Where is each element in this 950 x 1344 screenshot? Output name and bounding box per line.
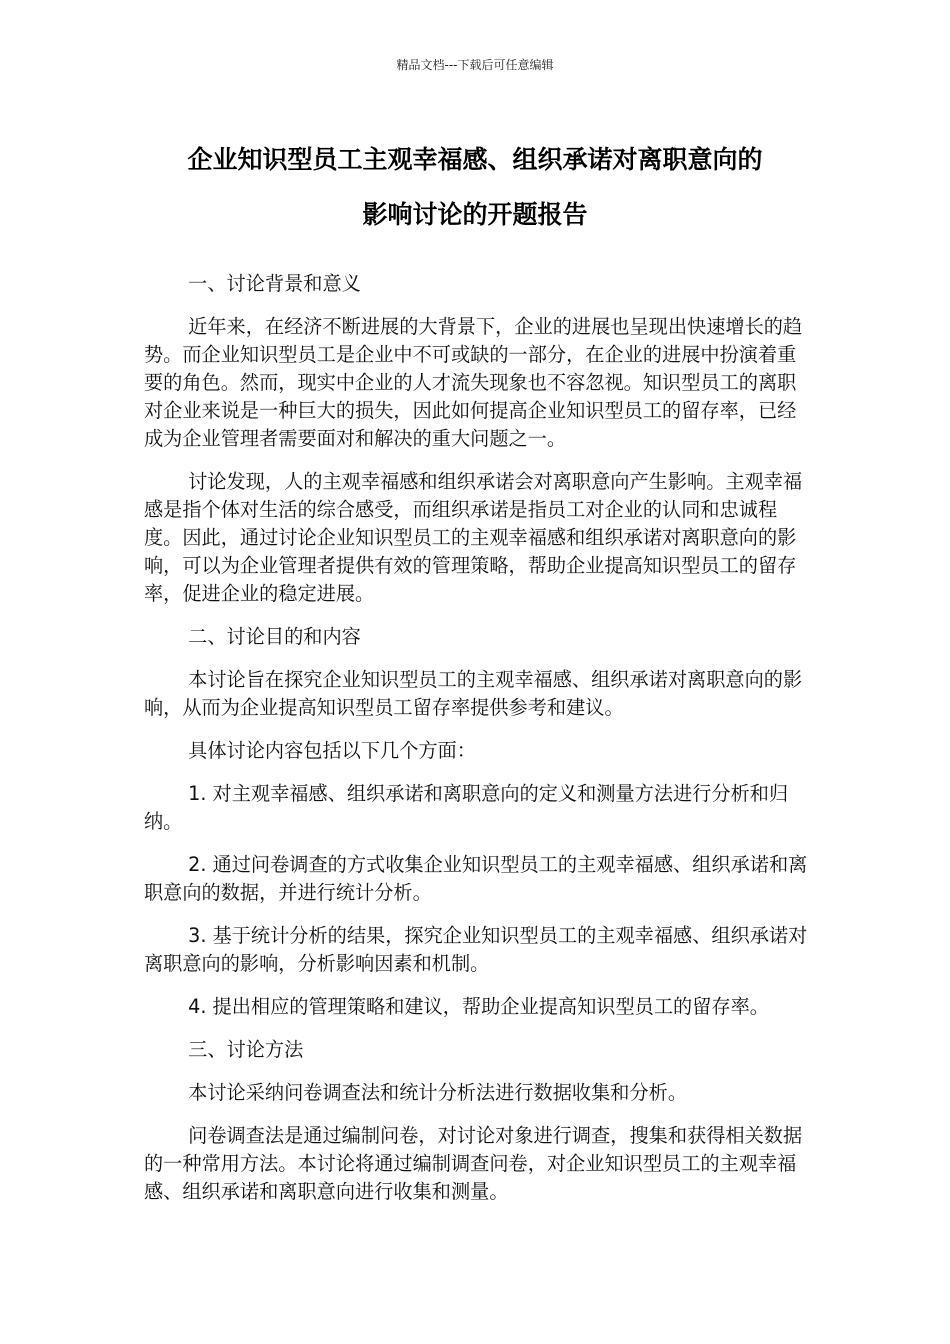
title-line-2: 影响讨论的开题报告	[362, 200, 588, 229]
list-item: 4. 提出相应的管理策略和建议，帮助企业提高知识型员工的留存率。	[188, 995, 769, 1018]
list-item: 2. 通过问卷调查的方式收集企业知识型员工的主观幸福感、组织承诺和离职意向的数据，并进行统计分析。	[144, 853, 808, 904]
title-line-1: 企业知识型员工主观幸福感、组织承诺对离职意向的	[187, 145, 763, 174]
document-body	[144, 270, 811, 1221]
paragraph: 具体讨论内容包括以下几个方面：	[188, 739, 476, 762]
paragraph: 近年来，在经济不断进展的大背景下，企业的进展也呈现出快速增长的趋势。而企业知识型员工是企业中不可或缺的一部分，在企业的进展中扮演着重要的角色。然而，现实中企业的人才流失现象也不容忽视。知识型员工的离职对企业来说是一种巨大的损失，因此如何提高企业知识型员工的留存率，已经成为企业管理者需要面对和解决的重大问题之一。	[144, 315, 803, 450]
paragraph: 问卷调查法是通过编制问卷，对讨论对象进行调查，搜集和获得相关数据的一种常用方法。本讨论将通过编制调查问卷，对企业知识型员工的主观幸福感、组织承诺和离职意向进行收集和测量。	[144, 1124, 803, 1203]
paragraph: 讨论发现，人的主观幸福感和组织承诺会对离职意向产生影响。主观幸福感是指个体对生活的综合感受，而组织承诺是指员工对企业的认同和忠诚程度。因此，通过讨论企业知识型员工的主观幸福感和组织承诺对离职意向的影响，可以为企业管理者提供有效的管理策略，帮助企业提高知识型员工的留存率，促进企业的稳定进展。	[144, 470, 803, 605]
section-heading-methods: 三、讨论方法	[188, 1038, 304, 1061]
page-header: 精品文档---下载后可任意编辑	[396, 58, 554, 72]
paragraph: 本讨论采纳问卷调查法和统计分析法进行数据收集和分析。	[188, 1081, 688, 1104]
section-heading-background: 一、讨论背景和意义	[188, 272, 361, 295]
list-item: 3. 基于统计分析的结果，探究企业知识型员工的主观幸福感、组织承诺对离职意向的影响，分析影响因素和机制。	[144, 924, 808, 975]
document-title	[130, 132, 820, 242]
list-item: 1. 对主观幸福感、组织承诺和离职意向的定义和测量方法进行分析和归纳。	[144, 782, 789, 833]
paragraph: 本讨论旨在探究企业知识型员工的主观幸福感、组织承诺对离职意向的影响，从而为企业提高知识型员工留存率提供参考和建议。	[144, 668, 803, 719]
section-heading-objectives: 二、讨论目的和内容	[188, 625, 361, 648]
